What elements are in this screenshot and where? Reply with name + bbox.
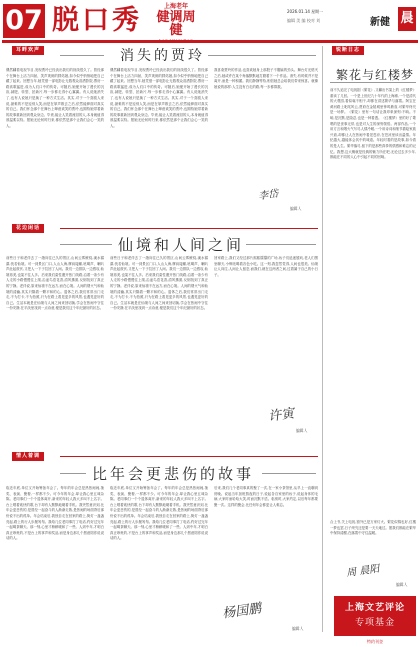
sponsor-line1: 上海文艺评论 [344, 603, 405, 613]
headline-rule-right [246, 244, 316, 245]
author-signature: 许寅 [267, 406, 296, 425]
article-body-col1: 前些日子和老伴去了一趟向往已久的景区,山间云雾缭绕,溪水潺潺,恍若仙境。可一到景区门口,人山人海,摩肩接踵,吆喝声、喇叭声此起彼伏,又把人一下子拉回了人间。我们一边排队一边感叹,仙境再美,也架不住人多。后来我们索性避开热门线路,沿着一条少有人走的小路慢慢往上爬,沿途鸟语花香,清风拂面,反倒找到了真正的宁静。老伴说,原来仙境不在远方,而在心境。人间的烟火气和仙境的清幽,其实只隔着一颗平和的心。退休之后,我们常常出门走走,不为打卡,不为拍照,只为在路上看见更多的风景,也遇见更好的自己。生活本就是在仙境与人间之间来回切换,学会在热闹中守住一份安静,在平淡里找到一点诗意,便是我们这个年纪最好的状态。 [6, 256, 104, 311]
column-divider [322, 46, 323, 632]
article-headline: 繁花与红楼梦 [336, 68, 415, 82]
article-body-col3: 后来,我们几个老同事真的聚了一次,在一家小茶馆里,从早上一直聊到傍晚。说起当年加班熬夜的日子,说起各自家里的孩子,说起身体的毛病,大家时而哈哈大笑,时而沉默不语。临别时,大家约定,以后每年都要聚一次。这样的聚会,比任何年会都更让人难忘。 [214, 486, 318, 507]
author-note: 编辑人 [290, 206, 302, 211]
article-body-col1: 偶然翻看电视节目,发现贾玲已经淡出我们的视线很久了。曾经那个在舞台上活力四射、笑声爽朗的胖姑娘,如今似乎悄悄地把自己藏了起来。回想当年,她凭借一部电影让无数观众泪洒影院,票房一路高歌猛进,成为人们口中的传奇。可随后,她便开始了漫长的沉寂,减肥、转型、拍新片,每一步都走得小心翼翼。有人说她消失了,也有人说她只是换了一种方式生活。其实,对于一个喜剧人来说,最难的不是逗别人笑,而是在掌声散去之后,依然能够面对真实的自己。我们怀念那个在舞台上肆意欢笑的贾玲,也期待她带着新的故事重新回到观众身边。毕竟,能让人笑着流泪的人,本身就值得被温柔以待。愿她无论何时归来,都依然是那个让我们会心一笑的人。 [6, 68, 104, 128]
issue-date: 2026.01.14 星期一 [287, 9, 324, 14]
article-body-col3: 回家路上,我们又经过那片熙熙攘攘的广场,孩子们追逐嬉戏,老人们围坐聊天,小贩吆喝着各色小吃。这一刻,我忽然觉得,人间也很美。仙境让人向往,人间让人留恋,而我们,就在这两者之间,过着属于自己的小日子。 [214, 256, 318, 277]
paper-logo [370, 7, 418, 31]
headline-rule-left [60, 473, 86, 474]
section-tag-bottom: 情人着调 [12, 452, 44, 461]
author-note: 编辑人 [296, 428, 308, 433]
brand-top: 上海老年 [163, 3, 188, 10]
author-signature: 杨国鹏 [221, 601, 263, 622]
sponsor-line2: 专项基金 [354, 618, 395, 628]
author-note: 编辑人 [292, 626, 304, 631]
editor-credits: 编辑 美 编 校对 刘 [287, 18, 321, 23]
article-headline: 仙境和人间之间 [118, 236, 245, 254]
article-body-col2: 临近年底,单位又开始筹备年会了。每年的年会总是热热闹闹,抽奖、表演、聚餐,一样都不少。可今年的年会,却让我心里五味杂陈。老同事们一个个退休离开,新来的年轻人我大多叫不上名字。台上唱着欢快的歌,台下却有人默默地刷着手机。我突然意识到,比年会更悲伤的,是曾经一起奋斗的人渐渐走散,是热闹的场面背后那份说不出的孤单。年会结束后,我独自走在回家的路上,街灯一盏盏亮起,路上的行人步履匆匆。我给几位老同事打了电话,约好过完年一起喝茶聊天。那一刻,心里才稍稍暖和了一些。人到中年,才明白真正珍贵的,不是台上的掌声和奖品,而是身边那几个愿意陪你说说话的人。 [110, 486, 208, 541]
headline-rule-left [60, 244, 112, 245]
author-signature: 周 晨阳 [345, 563, 381, 580]
article-headline: 比年会更悲伤的故事 [92, 465, 255, 483]
logo-word: 新健 [370, 17, 390, 28]
section-tag-top-left: 耳畔欢声 [12, 46, 44, 55]
sponsor-line3: 特约刊登 [363, 639, 387, 645]
author-note: 编辑人 [396, 582, 408, 587]
headline-rule-right [208, 55, 316, 56]
page-number: 07 [3, 4, 45, 38]
headline-rule-right [262, 473, 316, 474]
article-body-col3: 我喜欢贾玲的作品,也喜欢她身上那股子不服输的劲头。舞台灯光熄灭之后,她或许在某个角落默默地打磨着下一个作品。消失,有时候并不是离开,而是一种积蓄。我们静静等待,相信她总会给我们带来惊喜。就像她说的那样:人生没有白走的路,每一步都算数。 [214, 68, 318, 89]
article-body-tail: 合上书,关上电视,窗外已是万家灯火。繁花似锦也好,红楼一梦也罢,日子终究还是要一天天地过。愿我们都能在繁华中保持清醒,在落寞中守住温暖。 [330, 520, 416, 536]
brand-stamp [155, 4, 197, 43]
article-headline: 消失的贾玲 [120, 48, 205, 64]
logo-char: 晨 [398, 7, 416, 31]
headline-rule-left [60, 55, 104, 56]
article-body-col1: 临近年底,单位又开始筹备年会了。每年的年会总是热热闹闹,抽奖、表演、聚餐,一样都不少。可今年的年会,却让我心里五味杂陈。老同事们一个个退休离开,新来的年轻人我大多叫不上名字。台上唱着欢快的歌,台下却有人默默地刷着手机。我突然意识到,比年会更悲伤的,是曾经一起奋斗的人渐渐走散,是热闹的场面背后那份说不出的孤单。年会结束后,我独自走在回家的路上,街灯一盏盏亮起,路上的行人步履匆匆。我给几位老同事打了电话,约好过完年一起喝茶聊天。那一刻,心里才稍稍暖和了一些。人到中年,才明白真正珍贵的,不是台上的掌声和奖品,而是身边那几个愿意陪你说说话的人。 [6, 486, 104, 541]
masthead-rule [2, 40, 418, 43]
headline-rule [330, 82, 416, 83]
section-rule-bottom [60, 456, 318, 457]
sponsor-banner [334, 596, 416, 644]
section-tag-right: 锐断日志 [332, 46, 364, 55]
section-rule-middle [60, 228, 318, 229]
article-body-col2: 前些日子和老伴去了一趟向往已久的景区,山间云雾缭绕,溪水潺潺,恍若仙境。可一到景区门口,人山人海,摩肩接踵,吆喝声、喇叭声此起彼伏,又把人一下子拉回了人间。我们一边排队一边感叹,仙境再美,也架不住人多。后来我们索性避开热门线路,沿着一条少有人走的小路慢慢往上爬,沿途鸟语花香,清风拂面,反倒找到了真正的宁静。老伴说,原来仙境不在远方,而在心境。人间的烟火气和仙境的清幽,其实只隔着一颗平和的心。退休之后,我们常常出门走走,不为打卡,不为拍照,只为在路上看见更多的风景,也遇见更好的自己。生活本就是在仙境与人间之间来回切换,学会在热闹中守住一份安静,在平淡里找到一点诗意,便是我们这个年纪最好的状态。 [110, 256, 208, 311]
brand-name: 健调周健 [156, 10, 196, 38]
page-title: 脱口秀 [52, 5, 142, 36]
article-body: 前不久追完了电视剧《繁花》,又翻出书架上的《红楼梦》重读了几回。一个是上世纪九十年代的上海滩,一个是清代的大观园,看似毫不相干,却都在讲述繁华与落寞。阿宝在黄河路上叱咤风云,贾府在金陵城里钟鸣鼎食,可繁华终究是一场梦。《繁花》里有一句话让我印象深刻:不响。不响,是沉默,是隐忍,也是一种看透。《红楼梦》里的好了歌唱的是世事无常,也是对人生的深刻领悟。两部作品,一个用方言和烟火气写尽人情冷暖,一个用诗词和细节描绘家族兴衰,却都让人在热闹中看见苍凉,在苍凉里读出温情。年纪越大,越能体会其中的味道。年轻时看的是故事,如今看的是人生。繁华落尽,留下的是那些真挚的情感和难忘的记忆。我想,这大概就是经典的魅力所在吧,无论过去多少年,都能在不同的人心中引起不同的回响。 [330, 88, 416, 160]
article-body-col2: 偶然翻看电视节目,发现贾玲已经淡出我们的视线很久了。曾经那个在舞台上活力四射、笑声爽朗的胖姑娘,如今似乎悄悄地把自己藏了起来。回想当年,她凭借一部电影让无数观众泪洒影院,票房一路高歌猛进,成为人们口中的传奇。可随后,她便开始了漫长的沉寂,减肥、转型、拍新片,每一步都走得小心翼翼。有人说她消失了,也有人说她只是换了一种方式生活。其实,对于一个喜剧人来说,最难的不是逗别人笑,而是在掌声散去之后,依然能够面对真实的自己。我们怀念那个在舞台上肆意欢笑的贾玲,也期待她带着新的故事重新回到观众身边。毕竟,能让人笑着流泪的人,本身就值得被温柔以待。愿她无论何时归来,都依然是那个让我们会心一笑的人。 [110, 68, 208, 128]
author-signature: 李岱 [257, 188, 279, 203]
section-tag-middle: 花边闲话 [12, 224, 44, 233]
